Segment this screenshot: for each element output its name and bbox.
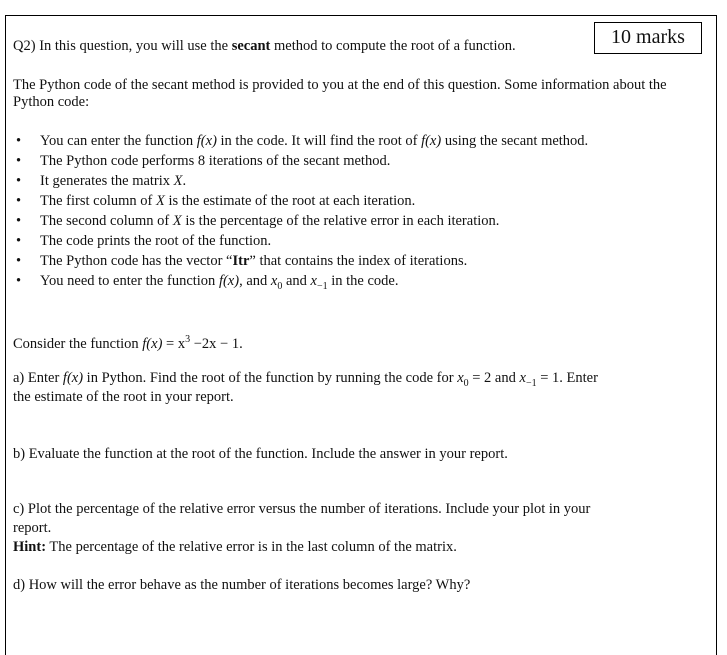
question-c: c) Plot the percentage of the relative error versus the number of iterations. Include your plot in your — [13, 501, 591, 517]
list-item: The Python code performs 8 iterations of the secant method. — [40, 153, 391, 169]
marks-box: 10 marks — [594, 22, 702, 54]
bullet-glyph: • — [16, 193, 22, 209]
question-d: d) How will the error behave as the number of iterations becomes large? Why? — [13, 577, 471, 593]
question-intro: Q2) In this question, you will use the secant method to compute the root of a function. — [13, 38, 516, 54]
intro-paragraph: The Python code of the secant method is provided to you at the end of this question. Some information about the Python code: — [13, 77, 667, 110]
list-item: The Python code has the vector “Itr” that contains the index of iterations. — [40, 253, 468, 269]
bullet-glyph: • — [16, 233, 22, 249]
list-item: You can enter the function f(x) in the code. It will find the root of f(x) using the secant method. — [40, 133, 589, 149]
list-item: The first column of X is the estimate of the root at each iteration. — [40, 193, 416, 209]
bullet-glyph: • — [16, 273, 22, 289]
hint: Hint: The percentage of the relative error is in the last column of the matrix. — [13, 539, 457, 555]
question-b: b) Evaluate the function at the root of the function. Include the answer in your report. — [13, 446, 508, 462]
list-item: The second column of X is the percentage of the relative error in each iteration. — [40, 213, 500, 229]
list-item: You need to enter the function f(x), and $x_0$ and $x_{-1}$ in the code. — [40, 273, 399, 292]
question-a-continued: the estimate of the root in your report. — [13, 389, 234, 405]
bullet-glyph: • — [16, 133, 22, 149]
bullet-glyph: • — [16, 213, 22, 229]
bullet-glyph: • — [16, 253, 22, 269]
list-item: The code prints the root of the function. — [40, 233, 272, 249]
bullet-glyph: • — [16, 173, 22, 189]
bullet-glyph: • — [16, 153, 22, 169]
function-definition: Consider the function $f(x) = x^3 -2x - 1$. — [13, 334, 243, 352]
question-a: a) Enter f(x) in Python. Find the root of the function by running the code for $x_0 = 2$ and $x_{-1} = 1$. Enter — [13, 370, 598, 389]
list-item: It generates the matrix X. — [40, 173, 187, 189]
question-c-continued: report. — [13, 520, 52, 536]
